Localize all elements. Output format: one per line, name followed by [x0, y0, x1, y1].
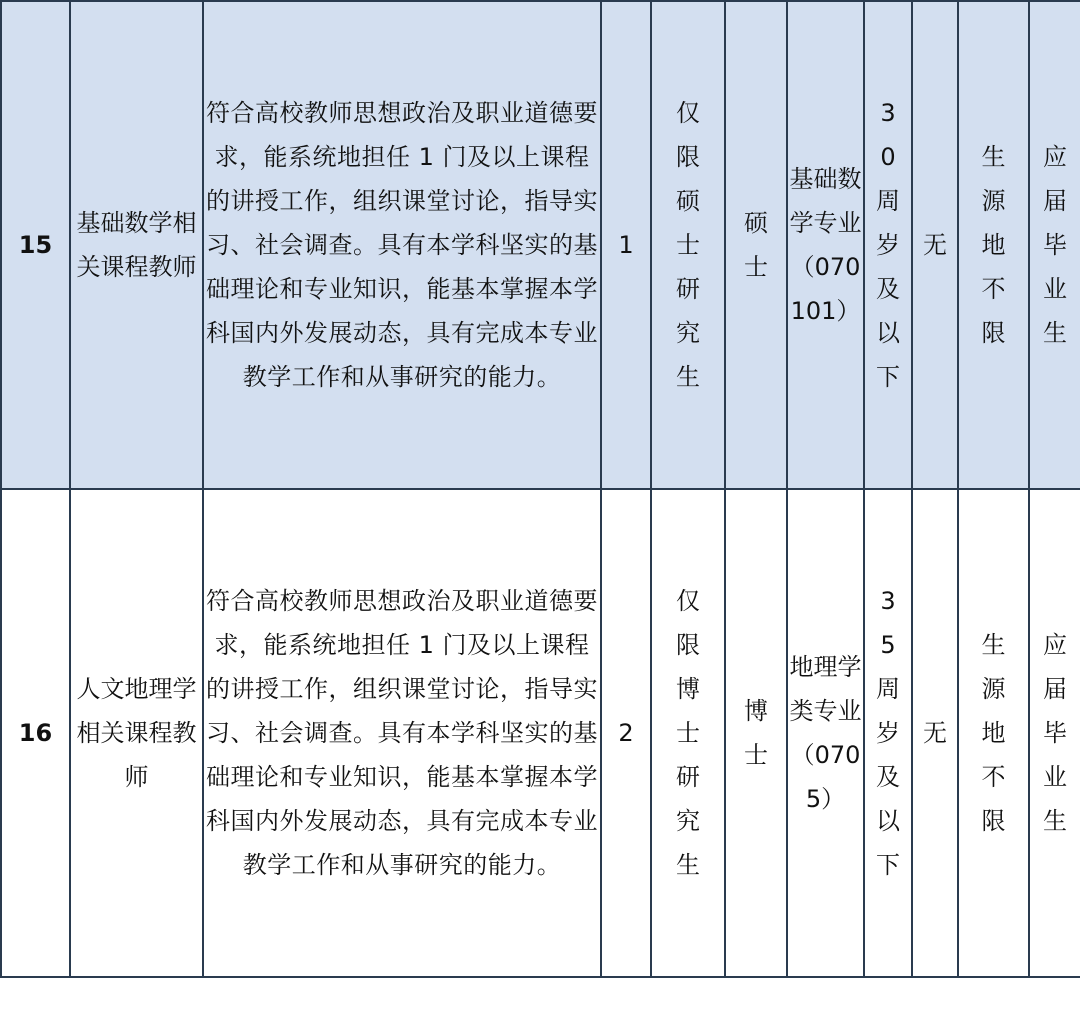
degree-requirement — [725, 489, 787, 977]
row-number: 15 — [1, 1, 70, 489]
degree-requirement — [725, 1, 787, 489]
origin-requirement — [958, 1, 1029, 489]
candidate-status — [1029, 489, 1080, 977]
major-requirement: 基础数学专业（070101） — [787, 1, 864, 489]
position-name: 人文地理学相关课程教师 — [70, 489, 203, 977]
status-text: 应届毕业生 — [1043, 631, 1067, 835]
age-text: 30周岁及以下 — [876, 99, 900, 391]
hire-count: 2 — [601, 489, 651, 977]
job-duties: 符合高校教师思想政治及职业道德要求，能系统地担任 1 门及以上课程的讲授工作，组织课堂讨论，指导实习、社会调查。具有本学科坚实的基础理论和专业知识，能基本掌握本学科国内外发展动态，具有完成本专业教学工作和从事研究的能力。 — [203, 1, 601, 489]
status-text: 应届毕业生 — [1043, 143, 1067, 347]
position-name: 基础数学相关课程教师 — [70, 1, 203, 489]
origin-text: 生源地不限 — [981, 631, 1006, 835]
education-requirement — [651, 1, 725, 489]
education-text: 仅限硕士研究生 — [676, 99, 700, 391]
origin-text: 生源地不限 — [981, 143, 1006, 347]
hire-count: 1 — [601, 1, 651, 489]
table-row — [1, 489, 1080, 977]
major-requirement: 地理学类专业（0705） — [787, 489, 864, 977]
candidate-status — [1029, 1, 1080, 489]
education-requirement — [651, 489, 725, 977]
table-row — [1, 1, 1080, 489]
other-requirement: 无 — [912, 1, 958, 489]
age-text: 35周岁及以下 — [876, 587, 900, 879]
education-text: 仅限博士研究生 — [676, 587, 700, 879]
row-number: 16 — [1, 489, 70, 977]
degree-text: 博士 — [744, 697, 768, 769]
age-requirement — [864, 489, 912, 977]
other-requirement: 无 — [912, 489, 958, 977]
degree-text: 硕士 — [744, 209, 768, 281]
job-duties: 符合高校教师思想政治及职业道德要求，能系统地担任 1 门及以上课程的讲授工作，组织课堂讨论，指导实习、社会调查。具有本学科坚实的基础理论和专业知识，能基本掌握本学科国内外发展动态，具有完成本专业教学工作和从事研究的能力。 — [203, 489, 601, 977]
age-requirement — [864, 1, 912, 489]
origin-requirement — [958, 489, 1029, 977]
